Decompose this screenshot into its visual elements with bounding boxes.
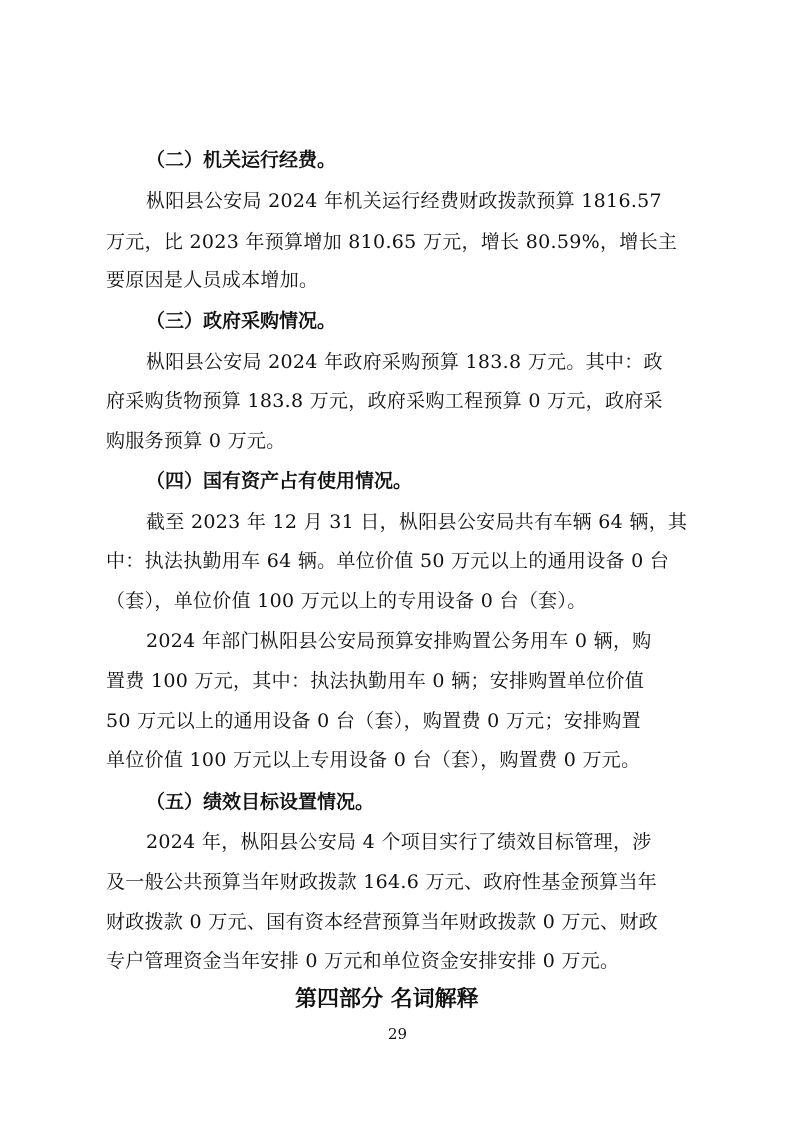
paragraph-line: 及一般公共预算当年财政拨款 164.6 万元、政府性基金预算当年: [106, 871, 658, 893]
paragraph-line: 中：执法执勤用车 64 辆。单位价值 50 万元以上的通用设备 0 台: [106, 550, 670, 572]
paragraph-line: 枞阳县公安局 2024 年机关运行经费财政拨款预算 1816.57: [146, 190, 662, 212]
paragraph-line: 置费 100 万元，其中：执法执勤用车 0 辆；安排购置单位价值: [106, 670, 645, 692]
paragraph-line: 要原因是人员成本增加。: [106, 269, 319, 291]
paragraph-line: 财政拨款 0 万元、国有资本经营预算当年财政拨款 0 万元、财政: [106, 911, 658, 933]
section-heading-performance-targets: （五）绩效目标设置情况。: [146, 791, 375, 813]
paragraph-line: 购服务预算 0 万元。: [106, 430, 286, 452]
paragraph-line: 专户管理资金当年安排 0 万元和单位资金安排安排 0 万元。: [106, 950, 620, 972]
paragraph-line: 万元，比 2023 年预算增加 810.65 万元，增长 80.59%，增长主: [106, 231, 678, 253]
section-heading-operating-costs: （二）机关运行经费。: [146, 149, 337, 171]
paragraph-line: 截至 2023 年 12 月 31 日，枞阳县公安局共有车辆 64 辆，其: [146, 511, 688, 533]
paragraph-line: （套），单位价值 100 万元以上的专用设备 0 台（套）。: [106, 590, 587, 612]
paragraph-line: 50 万元以上的通用设备 0 台（套），购置费 0 万元；安排购置: [106, 710, 641, 732]
paragraph-line: 2024 年部门枞阳县公安局预算安排购置公务用车 0 辆，购: [146, 630, 652, 652]
paragraph-line: 单位价值 100 万元以上专用设备 0 台（套），购置费 0 万元。: [106, 749, 641, 771]
part-four-title: 第四部分 名词解释: [295, 987, 479, 1012]
paragraph-line: 2024 年，枞阳县公安局 4 个项目实行了绩效目标管理，涉: [146, 831, 652, 853]
section-heading-government-procurement: （三）政府采购情况。: [146, 310, 337, 332]
paragraph-line: 枞阳县公安局 2024 年政府采购预算 183.8 万元。其中：政: [146, 351, 663, 373]
page-number: 29: [388, 1025, 408, 1043]
section-heading-state-assets: （四）国有资产占有使用情况。: [146, 470, 413, 492]
paragraph-line: 府采购货物预算 183.8 万元，政府采购工程预算 0 万元，政府采: [106, 390, 663, 412]
